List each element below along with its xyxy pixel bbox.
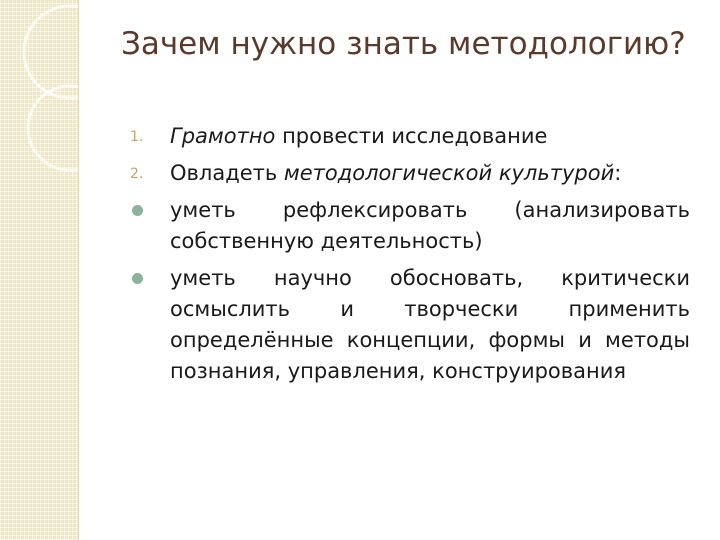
item-1-emphasis: Грамотно bbox=[170, 124, 276, 148]
decorative-side-strip bbox=[0, 0, 79, 540]
bullet-dot-icon bbox=[132, 273, 143, 284]
item-1-text: провести исследование bbox=[275, 124, 548, 148]
number-marker-2: 2. bbox=[130, 166, 144, 182]
slide-title: Зачем нужно знать методологию? bbox=[121, 26, 686, 62]
content-list bbox=[130, 121, 690, 387]
item-2-prefix: Овладеть bbox=[170, 161, 284, 185]
bullet-dot-icon bbox=[132, 205, 143, 216]
item-2-emphasis: методологической культурой bbox=[283, 161, 615, 185]
item-4-text: уметь научно обосновать, критически осмыслить и творчески применить определённые концепции, формы и методы познания, управления, конструирования bbox=[170, 266, 690, 383]
list-item-1 bbox=[130, 121, 690, 152]
item-3-text: уметь рефлексировать (анализировать собственную деятельность) bbox=[170, 198, 690, 253]
item-2-suffix: : bbox=[614, 161, 622, 185]
circle-ornament-icon bbox=[0, 0, 78, 200]
number-marker-1: 1. bbox=[130, 129, 144, 145]
list-item-3 bbox=[130, 195, 690, 257]
list-item-2 bbox=[130, 158, 690, 189]
list-item-4 bbox=[130, 263, 690, 387]
